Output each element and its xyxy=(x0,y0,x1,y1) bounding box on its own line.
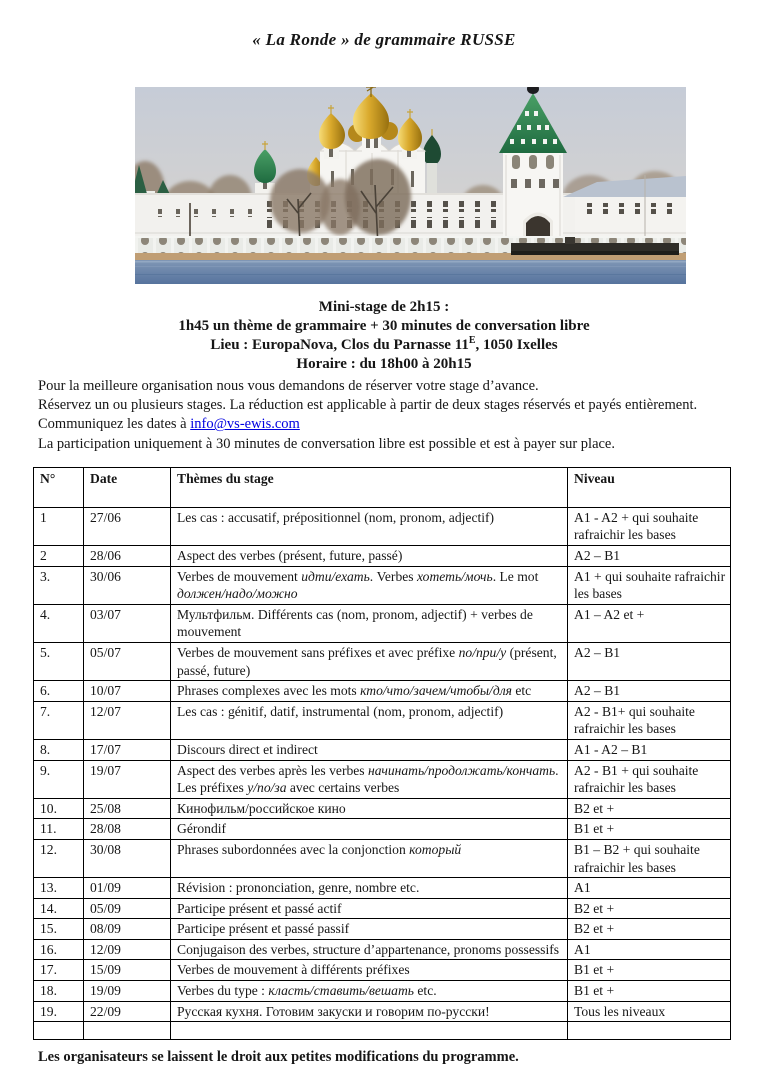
cell-niveau: A2 – B1 xyxy=(568,681,731,702)
cell-date: 19/07 xyxy=(84,760,171,798)
cell-number: 16. xyxy=(34,939,84,960)
page-title: « La Ronde » de grammaire RUSSE xyxy=(252,30,516,49)
schedule-table xyxy=(33,467,731,1040)
paragraph-reservation: Pour la meilleure organisation nous vous demandons de réserver votre stage d’avance. xyxy=(38,378,539,394)
cell-theme: Participe présent et passé actif xyxy=(171,898,568,919)
cell-number: 1 xyxy=(34,507,84,545)
cell-date: 30/08 xyxy=(84,839,171,877)
paragraph-conversation: La participation uniquement à 30 minutes de conversation libre est possible et est à payer sur place. xyxy=(38,435,615,452)
cell-theme: Gérondif xyxy=(171,819,568,840)
schedule-row xyxy=(34,546,731,567)
cell-theme: Verbes de mouvement sans préfixes et avec préfixe по/при/у (présent, passé, future) xyxy=(171,642,568,680)
cell-date: 03/07 xyxy=(84,604,171,642)
cell-theme: Participe présent et passé passif xyxy=(171,919,568,940)
cell-niveau: A2 - B1+ qui souhaite rafraichir les bases xyxy=(568,701,731,739)
cell-number xyxy=(34,1022,84,1040)
cell-number: 17. xyxy=(34,960,84,981)
cell-date xyxy=(84,1022,171,1040)
schedule-body xyxy=(34,507,731,1039)
schedule-row xyxy=(34,739,731,760)
column-header-3: Niveau xyxy=(568,467,731,507)
monastery-photo xyxy=(135,87,686,284)
cell-date: 05/07 xyxy=(84,642,171,680)
paragraph-discount: Réservez un ou plusieurs stages. La réduction est applicable à partir de deux stages réservés et payés entièrement. Communiquez les dates à info@vs-ewis.com xyxy=(38,397,698,433)
cell-number: 15. xyxy=(34,919,84,940)
cell-date: 25/08 xyxy=(84,798,171,819)
intro-paragraphs xyxy=(38,377,734,454)
schedule-row xyxy=(34,681,731,702)
cell-number: 14. xyxy=(34,898,84,919)
cell-date: 10/07 xyxy=(84,681,171,702)
cell-number: 10. xyxy=(34,798,84,819)
cell-theme: Les cas : génitif, datif, instrumental (nom, pronom, adjectif) xyxy=(171,701,568,739)
cell-number: 7. xyxy=(34,701,84,739)
schedule-row xyxy=(34,507,731,545)
cell-number: 19. xyxy=(34,1001,84,1022)
info-line-duration: Mini-stage de 2h15 : xyxy=(318,299,450,315)
monastery-photo-illustration xyxy=(135,87,686,284)
cell-date: 08/09 xyxy=(84,919,171,940)
empty-row xyxy=(34,1022,731,1040)
balustrade-rail xyxy=(135,236,686,238)
cell-niveau: B2 et + xyxy=(568,919,731,940)
cell-niveau: A1 xyxy=(568,878,731,899)
cell-niveau: A1 + qui souhaite rafraichir les bases xyxy=(568,566,731,604)
schedule-row xyxy=(34,701,731,739)
cell-theme: Discours direct et indirect xyxy=(171,739,568,760)
cell-number: 13. xyxy=(34,878,84,899)
schedule-row xyxy=(34,878,731,899)
cell-theme: Verbes du type : класть/ставить/вешать etc. xyxy=(171,981,568,1002)
cell-date: 19/09 xyxy=(84,981,171,1002)
cell-date: 12/09 xyxy=(84,939,171,960)
cell-niveau xyxy=(568,1022,731,1040)
cell-niveau: A1 xyxy=(568,939,731,960)
cell-number: 5. xyxy=(34,642,84,680)
cell-theme: Aspect des verbes après les verbes начинать/продолжать/кончать. Les préfixes у/по/за avec certains verbes xyxy=(171,760,568,798)
cell-niveau: A2 – B1 xyxy=(568,642,731,680)
schedule-row xyxy=(34,819,731,840)
schedule-row xyxy=(34,1001,731,1022)
cell-theme: Révision : prononciation, genre, nombre etc. xyxy=(171,878,568,899)
cell-date: 01/09 xyxy=(84,878,171,899)
info-line-location: Lieu : EuropaNova, Clos du Parnasse $11^E$, 1050 Ixelles xyxy=(210,335,558,353)
cell-number: 11. xyxy=(34,819,84,840)
cell-niveau: B1 – B2 + qui souhaite rafraichir les bases xyxy=(568,839,731,877)
cell-number: 12. xyxy=(34,839,84,877)
cell-date: 22/09 xyxy=(84,1001,171,1022)
belfry-arches xyxy=(512,155,554,169)
cell-number: 4. xyxy=(34,604,84,642)
schedule-header-row xyxy=(34,467,731,507)
cell-date: 15/09 xyxy=(84,960,171,981)
cell-date: 30/06 xyxy=(84,566,171,604)
schedule-row xyxy=(34,898,731,919)
cell-date: 28/06 xyxy=(84,546,171,567)
schedule-row xyxy=(34,939,731,960)
cell-number: 6. xyxy=(34,681,84,702)
cell-theme: Aspect des verbes (présent, future, passé) xyxy=(171,546,568,567)
cell-date: 17/07 xyxy=(84,739,171,760)
cell-theme: Phrases complexes avec les mots кто/что/зачем/чтобы/для etc xyxy=(171,681,568,702)
cell-niveau: A1 - A2 – B1 xyxy=(568,739,731,760)
cell-theme: Мультфильм. Différents cas (nom, pronom, adjectif) + verbes de mouvement xyxy=(171,604,568,642)
cell-niveau: A2 - B1 + qui souhaite rafraichir les bases xyxy=(568,760,731,798)
column-header-0: N° xyxy=(34,467,84,507)
cell-niveau: B1 et + xyxy=(568,960,731,981)
river-water xyxy=(135,260,686,284)
cell-date: 12/07 xyxy=(84,701,171,739)
cell-number: 18. xyxy=(34,981,84,1002)
cell-date: 05/09 xyxy=(84,898,171,919)
email-link[interactable]: info@vs-ewis.com xyxy=(190,416,300,433)
footer-note: Les organisateurs se laissent le droit aux petites modifications du programme. xyxy=(38,1049,519,1066)
schedule-row xyxy=(34,981,731,1002)
cell-date: 27/06 xyxy=(84,507,171,545)
cell-theme: Les cas : accusatif, prépositionnel (nom, pronom, adjectif) xyxy=(171,507,568,545)
schedule-row xyxy=(34,960,731,981)
info-line-schedule: Horaire : du 18h00 à 20h15 xyxy=(296,356,472,372)
cell-theme xyxy=(171,1022,568,1040)
cell-niveau: Tous les niveaux xyxy=(568,1001,731,1022)
schedule-row xyxy=(34,604,731,642)
cell-niveau: A2 – B1 xyxy=(568,546,731,567)
column-header-2: Thèmes du stage xyxy=(171,467,568,507)
cell-number: 9. xyxy=(34,760,84,798)
schedule-row xyxy=(34,798,731,819)
cell-theme: Verbes de mouvement à différents préfixes xyxy=(171,960,568,981)
schedule-row xyxy=(34,642,731,680)
cell-theme: Русская кухня. Готовим закуски и говорим по-русски! xyxy=(171,1001,568,1022)
cell-number: 2 xyxy=(34,546,84,567)
cell-niveau: B2 et + xyxy=(568,898,731,919)
cell-niveau: A1 - A2 + qui souhaite rafraichir les bases xyxy=(568,507,731,545)
column-header-1: Date xyxy=(84,467,171,507)
info-line-format: 1h45 un thème de grammaire + 30 minutes de conversation libre xyxy=(178,318,590,334)
cell-niveau: A1 – A2 et + xyxy=(568,604,731,642)
cell-theme: Phrases subordonnées avec la conjonction который xyxy=(171,839,568,877)
schedule-row xyxy=(34,760,731,798)
superscript-e: E xyxy=(468,335,476,346)
schedule-row xyxy=(34,566,731,604)
cell-niveau: B2 et + xyxy=(568,798,731,819)
cell-number: 8. xyxy=(34,739,84,760)
cell-theme: Conjugaison des verbes, structure d’appartenance, pronoms possessifs xyxy=(171,939,568,960)
cell-niveau: B1 et + xyxy=(568,981,731,1002)
cell-number: 3. xyxy=(34,566,84,604)
cell-theme: Кинофильм/российское кино xyxy=(171,798,568,819)
info-block xyxy=(0,298,768,374)
schedule-row xyxy=(34,919,731,940)
cell-theme: Verbes de mouvement идти/ехать. Verbes хотеть/мочь. Le mot должен/надо/можно xyxy=(171,566,568,604)
cell-niveau: B1 et + xyxy=(568,819,731,840)
cell-date: 28/08 xyxy=(84,819,171,840)
schedule-row xyxy=(34,839,731,877)
